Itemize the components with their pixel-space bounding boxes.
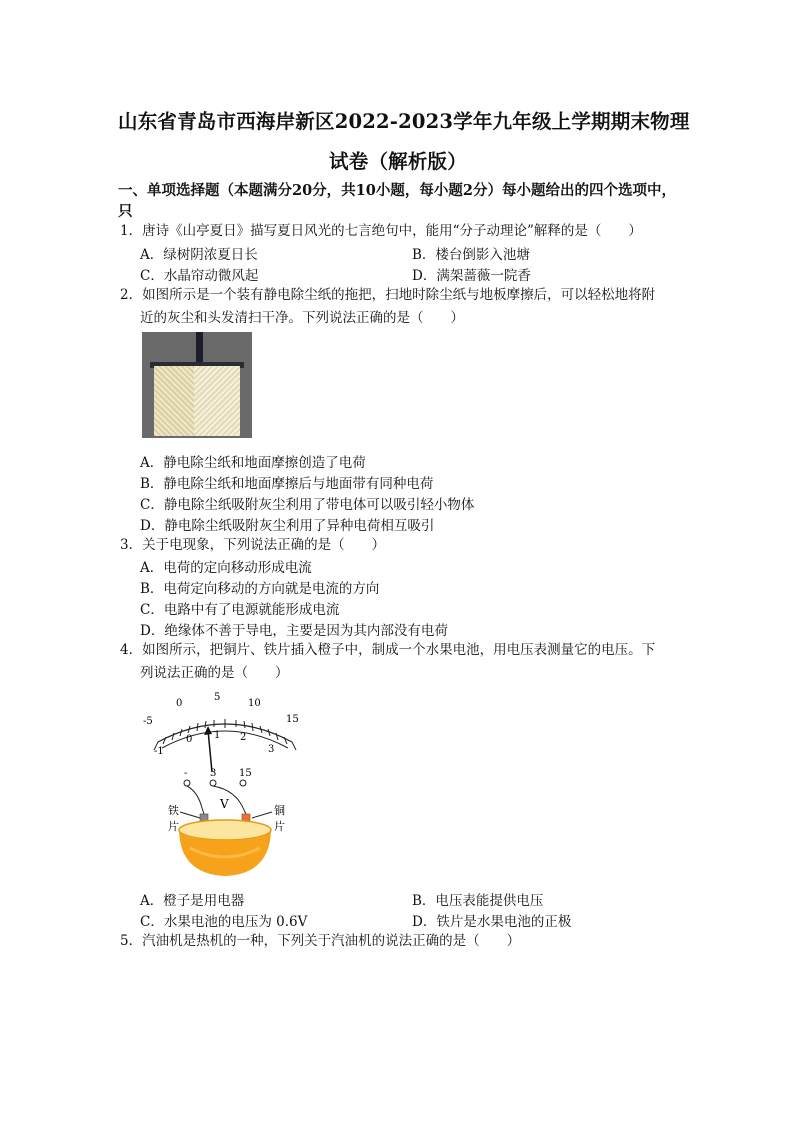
scale-label-outer: -5 [143, 716, 153, 727]
question-4 [120, 640, 655, 661]
terminal-label: 15 [239, 768, 252, 779]
option-3b: B．电荷定向移动的方向就是电流的方向 [140, 581, 380, 597]
question-stem: 唐诗《山亭夏日》描写夏日风光的七言绝句中，能用“分子动理论”解释的是（ ） [142, 223, 642, 239]
option-2c: C．静电除尘纸吸附灰尘利用了带电体可以吸引轻小物体 [140, 497, 475, 513]
mop-photo [142, 332, 252, 438]
section-heading-cont: 只 [118, 203, 133, 220]
question-stem: 如图所示是一个装有静电除尘纸的拖把，扫地时除尘纸与地板摩擦后，可以轻松地将附 [142, 287, 656, 303]
question-stem: 汽油机是热机的一种，下列关于汽油机的说法正确的是（ ） [142, 933, 521, 949]
scale-label-outer: 15 [286, 714, 299, 725]
scale-label-inner: 2 [240, 732, 247, 743]
option-2a: A．静电除尘纸和地面摩擦创造了电荷 [140, 455, 366, 471]
wire-left [187, 786, 204, 814]
option-4c: C．水果电池的电压为 0.6V [140, 914, 308, 930]
terminal-15 [240, 780, 246, 786]
iron-pointer [180, 812, 200, 818]
doc-title-line1: 山东省青岛市西海岸新区2022-2023学年九年级上学期期末物理 [118, 110, 690, 133]
orange-cut-face [179, 820, 271, 840]
scale-label-outer: 5 [214, 692, 221, 703]
scale-label-inner: 3 [268, 744, 275, 755]
dust-paper-fold [194, 366, 240, 436]
question-number: 1． [120, 223, 143, 239]
option-1b: B．楼台倒影入池塘 [412, 247, 530, 263]
scale-label-outer: 10 [248, 698, 261, 709]
doc-title-line2: 试卷（解析版） [329, 150, 467, 173]
question-stem: 关于电现象，下列说法正确的是（ ） [142, 537, 386, 553]
copper-pointer [252, 812, 272, 818]
question-number: 3． [120, 537, 143, 553]
option-2b: B．静电除尘纸和地面摩擦后与地面带有同种电荷 [140, 476, 434, 492]
option-1c: C．水晶帘动微风起 [140, 268, 259, 284]
terminal-label: - [184, 768, 188, 779]
question-2 [120, 285, 655, 306]
option-1d: D．满架蔷薇一院香 [412, 268, 531, 284]
question-stem-cont: 近的灰尘和头发清扫干净。下列说法正确的是（ ） [140, 310, 464, 326]
terminal-label: 3 [210, 768, 217, 779]
option-4d: D．铁片是水果电池的正极 [412, 914, 572, 930]
option-2d: D．静电除尘纸吸附灰尘利用了异种电荷相互吸引 [140, 518, 435, 534]
copper-plate-label: 片 [274, 820, 285, 833]
meter-symbol: V [220, 797, 229, 811]
question-number: 4． [120, 642, 143, 658]
question-3 [120, 535, 385, 556]
meter-needle [208, 730, 212, 772]
option-4a: A．橙子是用电器 [140, 893, 245, 909]
scale-label-inner: -1 [154, 746, 164, 757]
scale-label-inner: 1 [214, 730, 221, 741]
fruit-battery-diagram [140, 690, 310, 880]
question-1 [120, 221, 642, 242]
terminal-3 [210, 780, 216, 786]
question-stem-cont: 列说法正确的是（ ） [140, 665, 289, 681]
terminal-minus [184, 780, 190, 786]
question-stem: 如图所示，把铜片、铁片插入橙子中，制成一个水果电池，用电压表测量它的电压。下 [142, 642, 656, 658]
copper-plate-label: 铜 [274, 804, 285, 817]
question-number: 2． [120, 287, 143, 303]
section-heading [118, 180, 678, 222]
scale-label-inner: 0 [186, 734, 193, 745]
iron-plate-label: 片 [168, 820, 179, 833]
option-1a: A．绿树阴浓夏日长 [140, 247, 258, 263]
option-4b: B．电压表能提供电压 [412, 893, 544, 909]
section-heading-text: 一、单项选择题（本题满分20分，共10小题，每小题2分）每小题给出的四个选项中， [118, 182, 676, 199]
option-3c: C．电路中有了电源就能形成电流 [140, 602, 340, 618]
option-3d: D．绝缘体不善于导电，主要是因为其内部没有电荷 [140, 623, 448, 639]
option-3a: A．电荷的定向移动形成电流 [140, 560, 312, 576]
question-number: 5． [120, 933, 143, 949]
wire-right [213, 786, 246, 814]
scale-label-outer: 0 [176, 698, 183, 709]
iron-plate-label: 铁 [168, 804, 179, 817]
question-5 [120, 931, 520, 952]
